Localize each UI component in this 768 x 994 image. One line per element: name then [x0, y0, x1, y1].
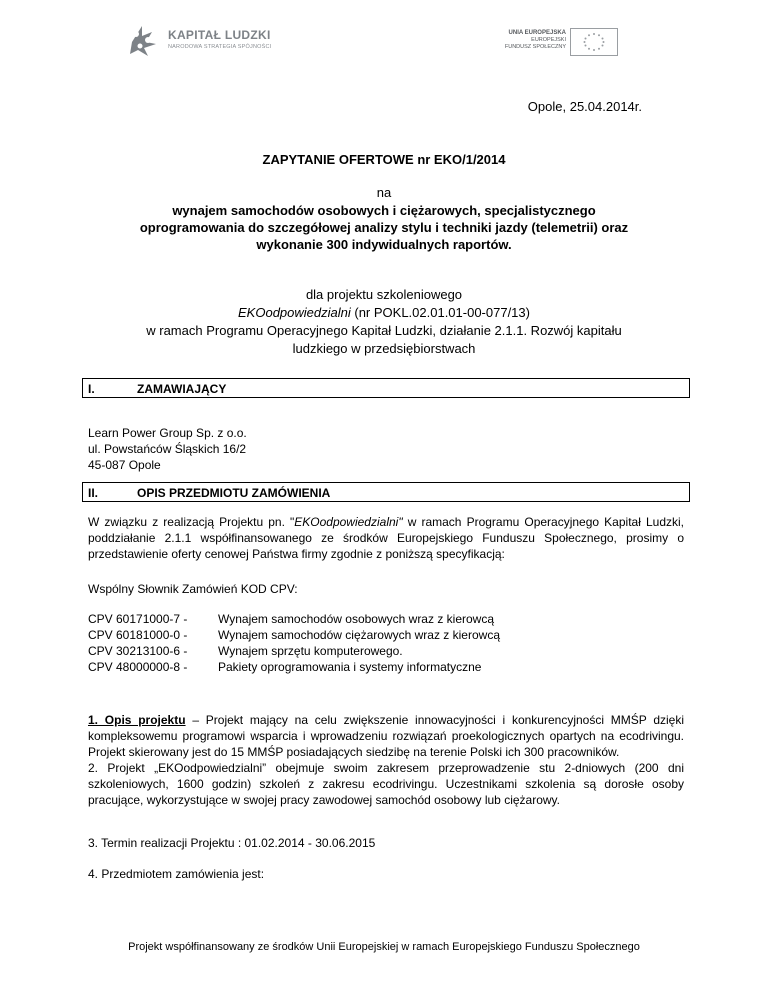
cpv-desc: Wynajem samochodów ciężarowych wraz z kierowcą: [218, 628, 500, 642]
intro-project-name: EKOodpowiedzialni": [294, 515, 403, 529]
logo-left-subtitle: NARODOWA STRATEGIA SPÓJNOŚCI: [168, 44, 272, 50]
project-name: EKOodpowiedzialni: [238, 305, 351, 320]
cpv-code: CPV 60171000-7 -: [88, 612, 188, 626]
kapital-ludzki-emblem-icon: [128, 22, 164, 58]
project-line: ludzkiego w przedsiębiorstwach: [292, 341, 476, 356]
section-label: ZAMAWIAJĄCY: [137, 382, 227, 396]
cpv-desc: Pakiety oprogramowania i systemy informatyczne: [218, 660, 482, 674]
intro-paragraph: [88, 514, 684, 562]
section-header-opis: [82, 482, 690, 502]
document-title: ZAPYTANIE OFERTOWE nr EKO/1/2014: [262, 152, 506, 167]
subject-line: wynajem samochodów osobowych i ciężarowych, specjalistycznego: [172, 203, 596, 218]
cpv-desc: Wynajem samochodów osobowych wraz z kierowcą: [218, 612, 494, 626]
na-word: na: [376, 185, 392, 200]
cpv-code: CPV 48000000-8 -: [88, 660, 188, 674]
project-info: [60, 286, 708, 358]
section-label: OPIS PRZEDMIOTU ZAMÓWIENIA: [137, 486, 331, 500]
eu-logo: [504, 28, 618, 56]
project-number: (nr POKL.02.01.01-00-077/13): [350, 305, 530, 320]
subject-line: oprogramowania do szczegółowej analizy stylu i techniki jazdy (telemetrii) oraz: [139, 220, 629, 235]
contractor-address: [88, 425, 684, 473]
cpv-row: [88, 659, 684, 675]
address-line: 45-087 Opole: [88, 458, 161, 472]
address-line: ul. Powstańców Śląskich 16/2: [88, 442, 247, 456]
eu-logo-line1: UNIA EUROPEJSKA: [508, 30, 566, 36]
subject-line: wykonanie 300 indywidualnych raportów.: [256, 237, 512, 252]
cpv-row: [88, 643, 684, 659]
intro-text: w ramach Programu Operacyjnego Kapitał Ludzki, poddziałanie 2.1.1 współfinansowanego ze środków Europejskiego Funduszu Społecznego, prosimy o przedstawienie oferty cenowej Państwa firmy zgodnie z poniższą specyfikacją:: [88, 515, 684, 561]
section-number: II.: [88, 486, 99, 500]
section-number: I.: [88, 382, 95, 396]
cpv-row: [88, 611, 684, 627]
logo-left-title: KAPITAŁ LUDZKI: [168, 28, 271, 42]
project-line: dla projektu szkoleniowego: [305, 287, 463, 302]
cpv-row: [88, 627, 684, 643]
subject: [60, 202, 708, 253]
intro-text: W związku z realizacją Projektu pn. ": [88, 515, 295, 529]
project-description: [88, 712, 684, 808]
eu-logo-line3: FUNDUSZ SPOŁECZNY: [504, 44, 566, 50]
project-description-heading: 1. Opis projektu: [88, 713, 186, 727]
order-subject-heading: 4. Przedmiotem zamówienia jest:: [88, 867, 265, 881]
cpv-desc: Wynajem sprzętu komputerowego.: [218, 644, 403, 658]
page-footer: Projekt współfinansowany ze środków Unii Europejskiej w ramach Europejskiego Funduszu Społecznego: [128, 941, 640, 953]
project-description-text: – Projekt mający na celu zwiększenie innowacyjności i konkurencyjności MMŚP dzięki kompleksowemu programowi wsparcia i wprowadzeniu rozwiązań proekologicznych opartych na ecodrivingu. Projekt skierowany jest do 15 MMŚP posiadających siedzibę na terenie Polski ich 300 pracowników.: [88, 713, 685, 759]
project-name-line: [60, 304, 708, 322]
cpv-title: Wspólny Słownik Zamówień KOD CPV:: [88, 582, 298, 596]
address-line: Learn Power Group Sp. z o.o.: [88, 426, 247, 440]
kapital-ludzki-logo: [128, 22, 278, 62]
eu-flag-icon: [570, 28, 618, 56]
project-scope-paragraph: 2. Projekt „EKOodpowiedzialni” obejmuje swoim zakresem przeprowadzenie stu 2-dniowych (200 dni szkoleniowych, 1600 godzin) szkoleń z zakresu ecodrivingu. Uczestnikami szkolenia są dorosłe osoby pracujące, wykorzystujące w swojej pracy zawodowej samochód osobowy lub ciężarowy.: [88, 761, 684, 807]
cpv-code: CPV 60181000-0 -: [88, 628, 188, 642]
cpv-list: [88, 611, 684, 675]
eu-logo-line2: EUROPEJSKI: [531, 37, 566, 43]
document-date: Opole, 25.04.2014r.: [527, 99, 642, 114]
cpv-code: CPV 30213100-6 -: [88, 644, 188, 658]
project-term: 3. Termin realizacji Projektu : 01.02.2014 - 30.06.2015: [88, 836, 376, 850]
section-header-zamawiajacy: [82, 378, 690, 398]
project-line: w ramach Programu Operacyjnego Kapitał Ludzki, działanie 2.1.1. Rozwój kapitału: [146, 323, 622, 338]
